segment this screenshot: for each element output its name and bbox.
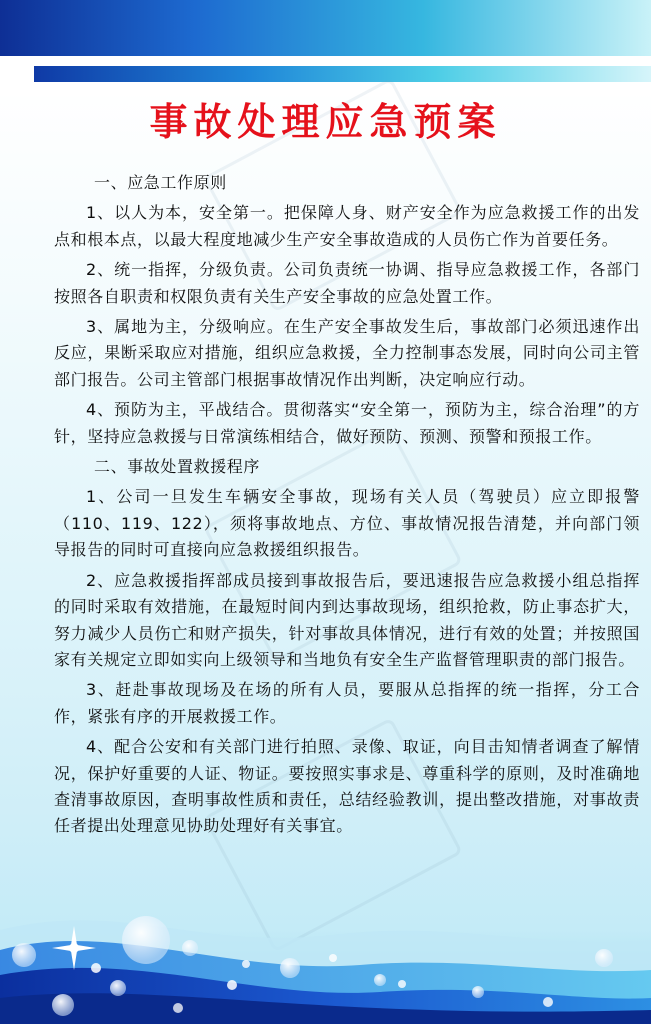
paragraph: 3、赶赴事故现场及在场的所有人员，要服从总指挥的统一指挥，分工合作，紧张有序的开展救援工作。	[54, 680, 640, 726]
paragraph: 3、属地为主，分级响应。在生产安全事故发生后，事故部门必须迅速作出反应，果断采取应对措施，组织应急救援，全力控制事态发展，同时向公司主管部门报告。公司主管部门根据事故情况作出判断，决定响应行动。	[54, 317, 640, 389]
page-title: 事故处理应急预案	[149, 100, 502, 144]
paragraph: 4、预防为主，平战结合。贯彻落实“安全第一，预防为主，综合治理”的方针，坚持应急救援与日常演练相结合，做好预防、预测、预警和预报工作。	[54, 400, 640, 446]
paragraph: 4、配合公安和有关部门进行拍照、录像、取证，向目击知情者调查了解情况，保护好重要的人证、物证。要按照实事求是、尊重科学的原则，及时准确地查清事故原因，查明事故性质和责任，总结经验教训，提出整改措施，对事故责任者提出处理意见协助处理好有关事宜。	[54, 737, 640, 836]
paragraph: 2、应急救援指挥部成员接到事故报告后，要迅速报告应急救援小组总指挥的同时采取有效措施，在最短时间内到达事故现场，组织抢救，防止事态扩大，努力减少人员伤亡和财产损失，针对事故具体情况，进行有效的处置；并按照国家有关规定立即如实向上级领导和当地负有安全生产监督管理职责的部门报告。	[54, 570, 640, 669]
paragraph: 1、公司一旦发生车辆安全事故，现场有关人员（驾驶员）应立即报警（110、119、122），须将事故地点、方位、事故情况报告清楚，并向部门领导报告的同时可直接向应急救援组织报告。	[54, 487, 640, 560]
document-body	[54, 170, 640, 844]
section-heading: 一、应急工作原则	[94, 173, 227, 192]
top-color-band	[0, 0, 651, 56]
top-accent-bar	[34, 66, 651, 82]
paragraph: 1、以人为本，安全第一。把保障人身、财产安全作为应急救援工作的出发点和根本点，以最大程度地减少生产安全事故造成的人员伤亡作为首要任务。	[54, 203, 640, 249]
paragraph: 2、统一指挥，分级负责。公司负责统一协调、指导应急救援工作，各部门按照各自职责和权限负责有关生产安全事故的应急处置工作。	[54, 260, 640, 306]
bottom-wave-decoration	[0, 880, 651, 1024]
section-heading: 二、事故处置救援程序	[94, 457, 261, 477]
